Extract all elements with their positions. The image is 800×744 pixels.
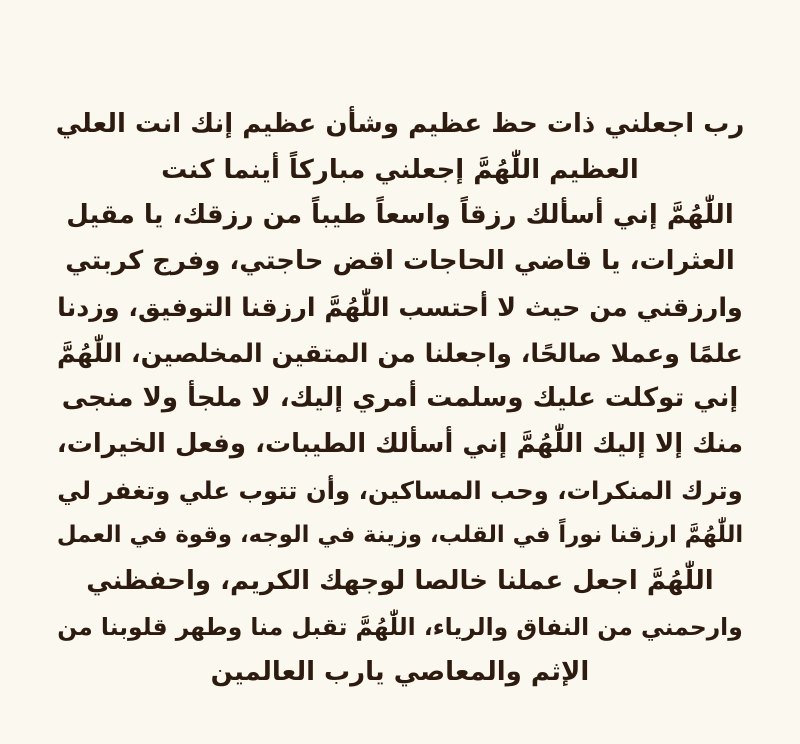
text-line: وارحمني من النفاق والرياء، اللّٰهُمَّ تقبل منا وطهر قلوبنا من xyxy=(57,612,743,641)
text-line: اللّٰهُمَّ اجعل عملنا خالصا لوجهك الكريم، واحفظني xyxy=(86,566,714,597)
text-line: العظيم اللّٰهُمَّ إجعلني مباركاً أينما كنت xyxy=(161,154,639,185)
text-line: الإثم والمعاصي يارب العالمين xyxy=(210,657,590,688)
text-line: العثرات، يا قاضي الحاجات اقض حاجتي، وفرج كربتي xyxy=(65,246,735,277)
text-line: رب اجعلني ذات حظ عظيم وشأن عظيم إنك انت العلي xyxy=(55,109,745,139)
text-line: وترك المنكرات، وحب المساكين، وأن تتوب علي وتغفر لي xyxy=(57,475,743,505)
text-line: علمًا وعملا صالحًا، واجعلنا من المتقين المخلصين، اللّٰهُمَّ xyxy=(57,337,743,368)
text-line: وارزقني من حيث لا أحتسب اللّٰهُمَّ ارزقنا التوفيق، وزدنا xyxy=(57,291,743,322)
text-line: منك إلا إليك اللّٰهُمَّ إني أسألك الطيبات، وفعل الخيرات، xyxy=(56,428,744,459)
text-line: إني توكلت عليك وسلمت أمري إليك، لا ملجأ ولا منجى xyxy=(61,383,739,414)
prayer-text xyxy=(50,102,750,696)
text-line: اللّٰهُمَّ إني أسألك رزقاً واسعاً طيباً من رزقك، يا مقيل xyxy=(66,200,734,231)
text-line: اللّٰهُمَّ ارزقنا نوراً في القلب، وزينة في الوجه، وقوة في العمل xyxy=(56,522,744,549)
